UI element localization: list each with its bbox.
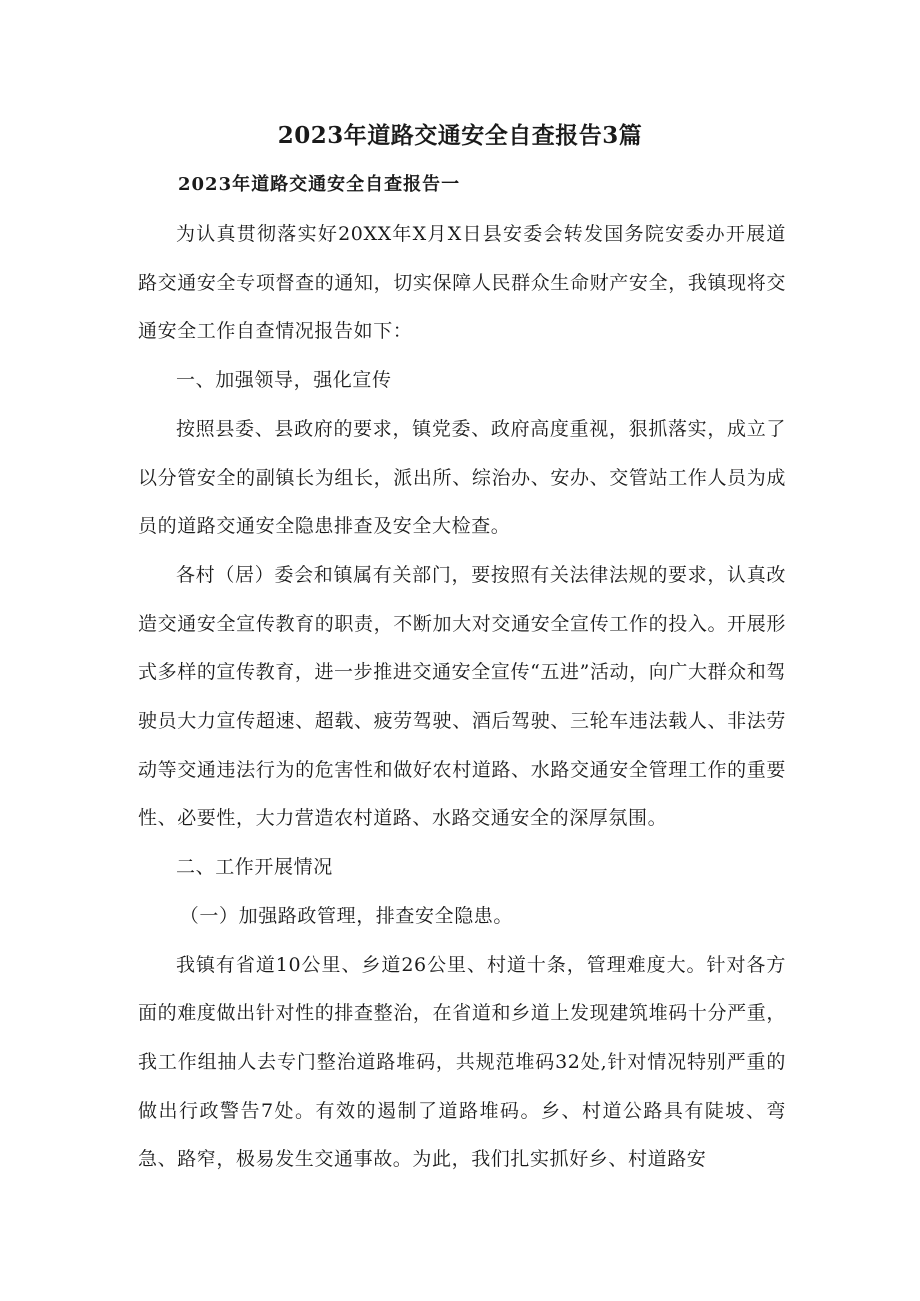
- paragraph-leadership: 按照县委、县政府的要求，镇党委、政府高度重视，狠抓落实，成立了以分管安全的副镇长为组长，派出所、综治办、安办、交管站工作人员为成员的道路交通安全隐患排查及安全大检查。: [138, 417, 786, 538]
- paragraph-intro: 为认真贯彻落实好20XX年X月X日县安委会转发国务院安委办开展道路交通安全专项督查的通知，切实保障人民群众生命财产安全，我镇现将交通安全工作自查情况报告如下：: [138, 223, 786, 343]
- paragraph-publicity: 各村（居）委会和镇属有关部门，要按照有关法律法规的要求，认真改造交通安全宣传教育的职责，不断加大对交通安全宣传工作的投入。开展形式多样的宣传教育，进一步推进交通安全宣传“五进”活动，向广大群众和驾驶员大力宣传超速、超载、疲劳驾驶、酒后驾驶、三轮车违法载人、非法劳动等交通违法行为的危害性和做好农村道路、水路交通安全管理工作的重要性、必要性，大力营造农村道路、水路交通安全的深厚氛围。: [138, 563, 786, 830]
- subsection-heading-1: （一）加强路政管理，排查安全隐患。: [179, 904, 513, 927]
- section-heading-2: 二、工作开展情况: [176, 856, 333, 879]
- section-heading-1: 一、加强领导，强化宣传: [176, 369, 392, 392]
- document-title: 2023年道路交通安全自查报告3篇: [277, 122, 643, 149]
- section-subtitle: 2023年道路交通安全自查报告一: [178, 174, 461, 195]
- paragraph-road-management: 我镇有省道10公里、乡道26公里、村道十条，管理难度大。针对各方面的难度做出针对性的排查整治，在省道和乡道上发现建筑堆码十分严重，我工作组抽人去专门整治道路堆码，共规范堆码32处,针对情况特别严重的做出行政警告7处。有效的遏制了道路堆码。乡、村道公路具有陡坡、弯急、路窄，极易发生交通事故。为此，我们扎实抓好乡、村道路安: [138, 953, 786, 1171]
- document-body: [138, 210, 786, 1184]
